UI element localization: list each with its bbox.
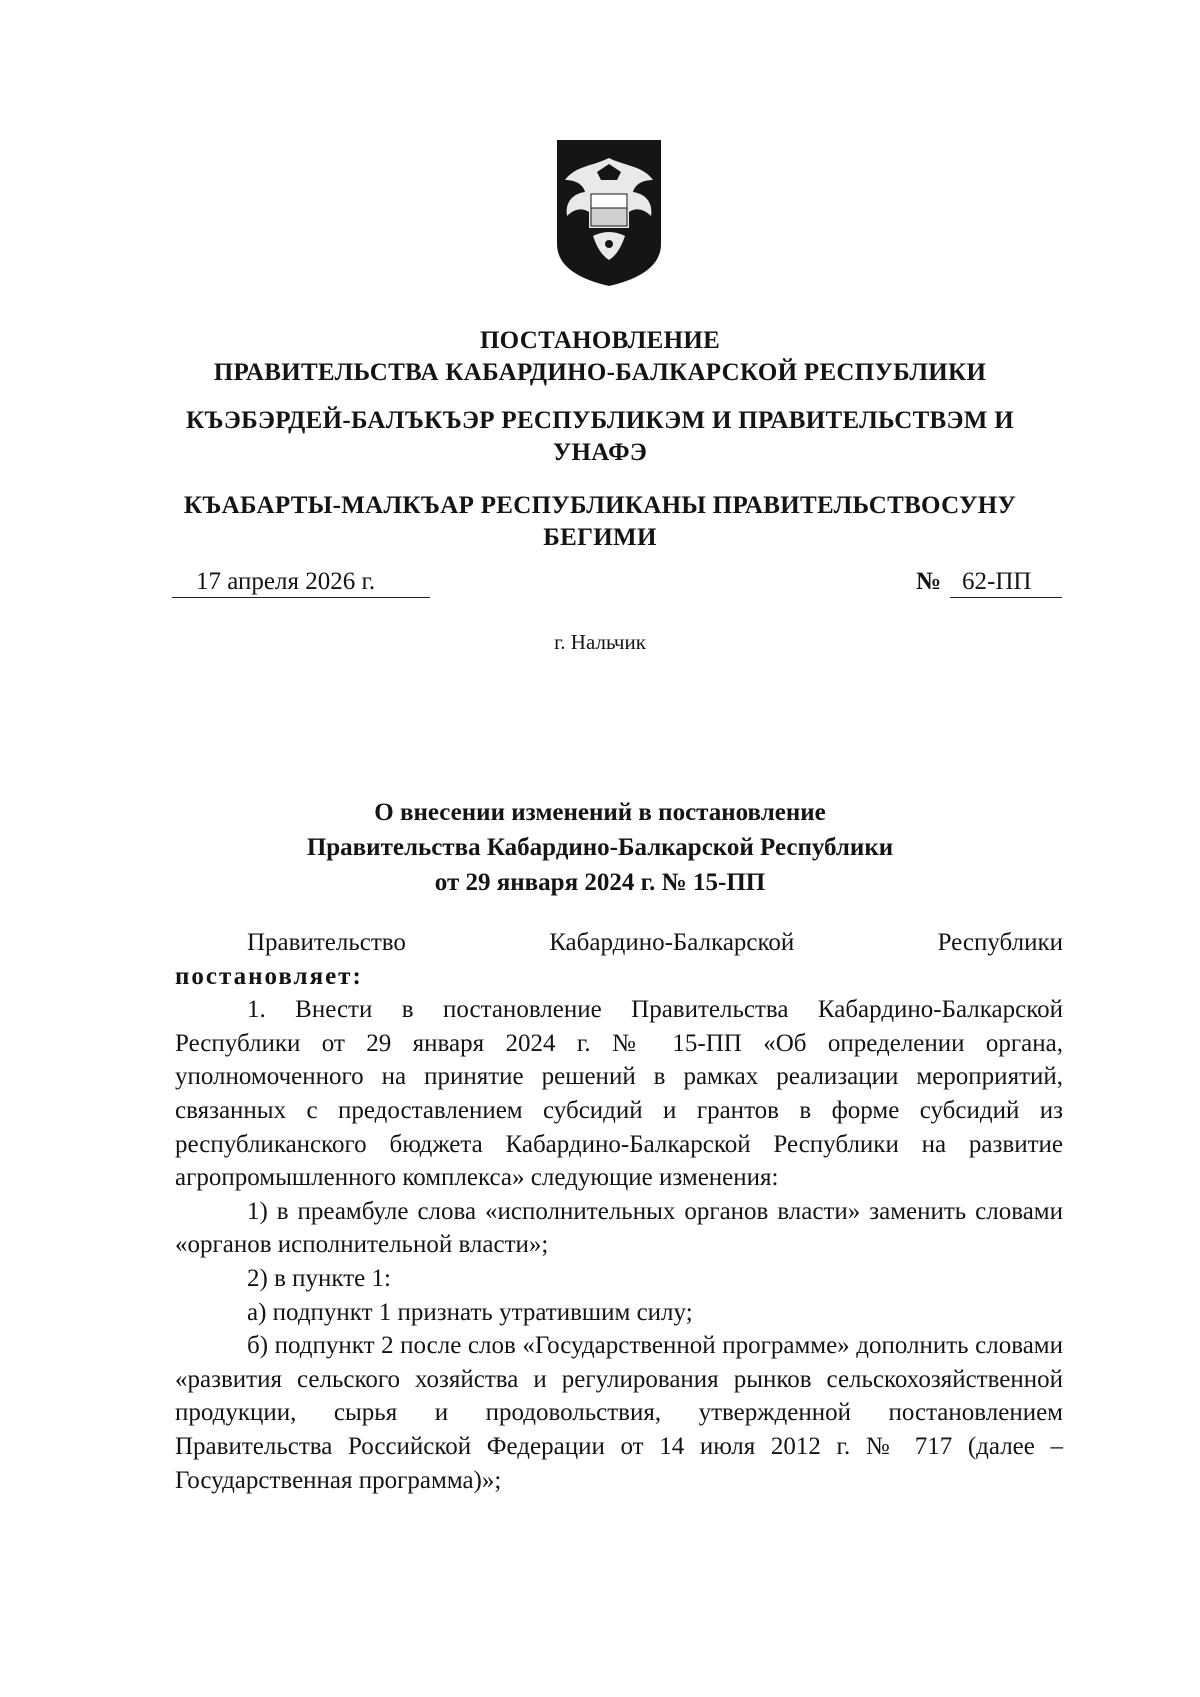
document-number [916, 567, 1062, 598]
preamble-word-kbr: Кабардино-Балкарской [549, 929, 795, 956]
heading-resolution: ПОСТАНОВЛЕНИЕ [479, 327, 721, 354]
document-date: 17 апреля 2026 г. [172, 567, 430, 598]
title-line2: Правительства Кабардино-Балкарской Республики [306, 834, 894, 861]
heading-balkar-line1: КЪАБАРТЫ-МАЛКЪАР РЕСПУБЛИКАНЫ ПРАВИТЕЛЬСТВОСУНУ [183, 492, 1017, 519]
date-number-line [172, 567, 1062, 603]
document-body [175, 926, 1063, 1497]
paragraph-1-1: 1) в преамбуле слова «исполнительных органов власти» заменить словами «органов исполнительной власти»; [175, 1197, 1063, 1259]
coat-of-arms-emblem [553, 136, 665, 288]
document-type-heading [0, 325, 1200, 389]
preamble-word-government: Правительство [247, 929, 406, 956]
heading-kabardian-line2: УНАФЭ [552, 439, 648, 466]
city-name: г. Нальчик [554, 630, 646, 654]
balkar-heading [0, 490, 1200, 554]
heading-balkar-line2: БЕГИМИ [543, 524, 657, 551]
paragraph-1-2: 2) в пункте 1: [247, 1264, 391, 1292]
title-line1: О внесении изменений в постановление [374, 799, 826, 826]
preamble-word-republic: Республики [937, 929, 1063, 956]
paragraph-1: 1. Внести в постановление Правительства Кабардино-Балкарской Республики от 29 января 2024 г. № 15-ПП «Об определении органа, уполномоченного на принятие решений в рамках реализации мероприятий, связанных с предоставлением субсидий и грантов в форме субсидий из республиканского бюджета Кабардино-Балкарской Республики на развитие агропромышленного комплекса» следующие изменения: [175, 996, 1063, 1192]
kabardian-heading [0, 405, 1200, 469]
number-value: 62-ПП [950, 567, 1062, 598]
document-title [0, 795, 1200, 900]
resolves-word: постановляет: [175, 962, 363, 990]
title-line3: от 29 января 2024 г. № 15-ПП [434, 869, 766, 896]
paragraph-1-2-a: а) подпункт 1 признать утратившим силу; [247, 1298, 693, 1326]
heading-government-ru: ПРАВИТЕЛЬСТВА КАБАРДИНО-БАЛКАРСКОЙ РЕСПУБЛИКИ [213, 359, 987, 386]
number-sign: № [916, 568, 942, 595]
heading-kabardian-line1: КЪЭБЭРДЕЙ-БАЛЪКЪЭР РЕСПУБЛИКЭМ И ПРАВИТЕЛЬСТВЭМ И [186, 407, 1014, 434]
paragraph-1-2-b: б) подпункт 2 после слов «Государственной программе» дополнить словами «развития сельского хозяйства и регулирования рынков сельскохозяйственной продукции, сырья и продовольствия, утвержденной постановлением Правительства Российской Федерации от 14 июля 2012 г. № 717 (далее – Государственная программа)»; [175, 1332, 1063, 1494]
preamble-line [175, 926, 1063, 960]
